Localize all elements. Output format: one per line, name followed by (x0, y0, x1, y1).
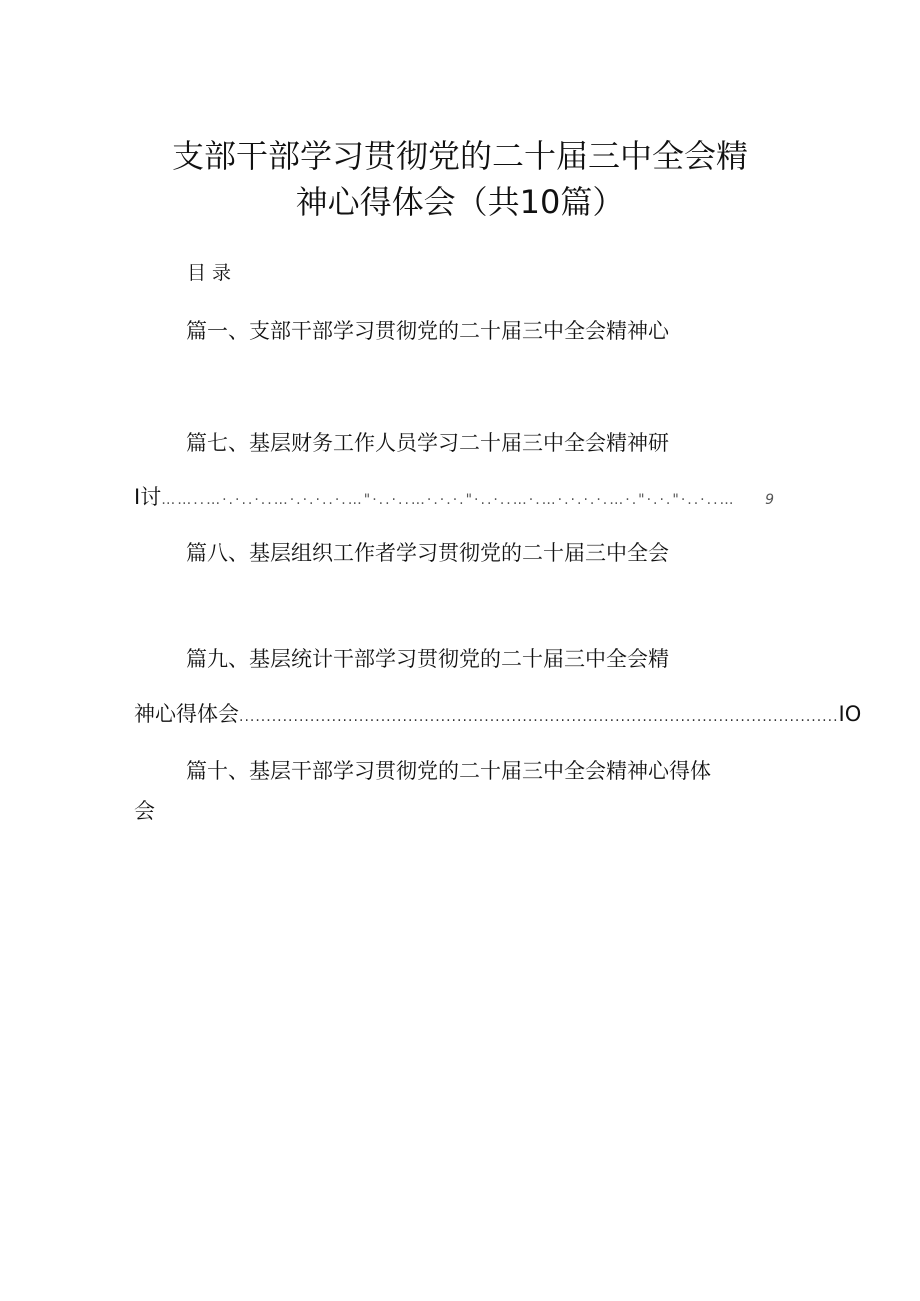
toc-entry-2-leader-dots: ……..…·.·..·..…·.·.·..·.…"·..·..…·.·.·."·..·..…·.…·.·.·.·.…·."·.·."·..·..… (161, 492, 736, 508)
toc-entry-2-continuation[interactable] (134, 482, 774, 515)
toc-entry-2-label-prefix: I (134, 485, 141, 509)
toc-entry-5-continuation[interactable]: 会 (134, 799, 155, 823)
toc-entry-4-label: 神心得体会 (134, 702, 239, 726)
toc-entry-2[interactable]: 篇七、基层财务工作人员学习二十届三中全会精神研 (186, 431, 669, 455)
toc-entry-3[interactable]: 篇八、基层组织工作者学习贯彻党的二十届三中全会 (186, 541, 669, 565)
toc-entry-4-continuation[interactable] (134, 699, 862, 732)
document-title-line-2: 神心得体会（共10篇） (295, 183, 625, 221)
toc-entry-4-leader-dots: .............................................................................................................. (239, 709, 839, 725)
toc-heading: 目录 (187, 262, 238, 284)
toc-entry-2-label (134, 482, 161, 512)
toc-entry-2-label-text: 讨 (140, 485, 162, 509)
toc-entry-2-page-number: 9 (765, 492, 774, 508)
toc-entry-4[interactable]: 篇九、基层统计干部学习贯彻党的二十届三中全会精 (186, 647, 669, 671)
toc-entry-1[interactable]: 篇一、支部干部学习贯彻党的二十届三中全会精神心 (186, 319, 669, 343)
toc-entry-5[interactable]: 篇十、基层干部学习贯彻党的二十届三中全会精神心得体 (186, 759, 711, 783)
toc-entry-4-page-number: IO (838, 702, 862, 726)
document-title-line-1: 支部干部学习贯彻党的二十届三中全会精 (171, 137, 748, 175)
